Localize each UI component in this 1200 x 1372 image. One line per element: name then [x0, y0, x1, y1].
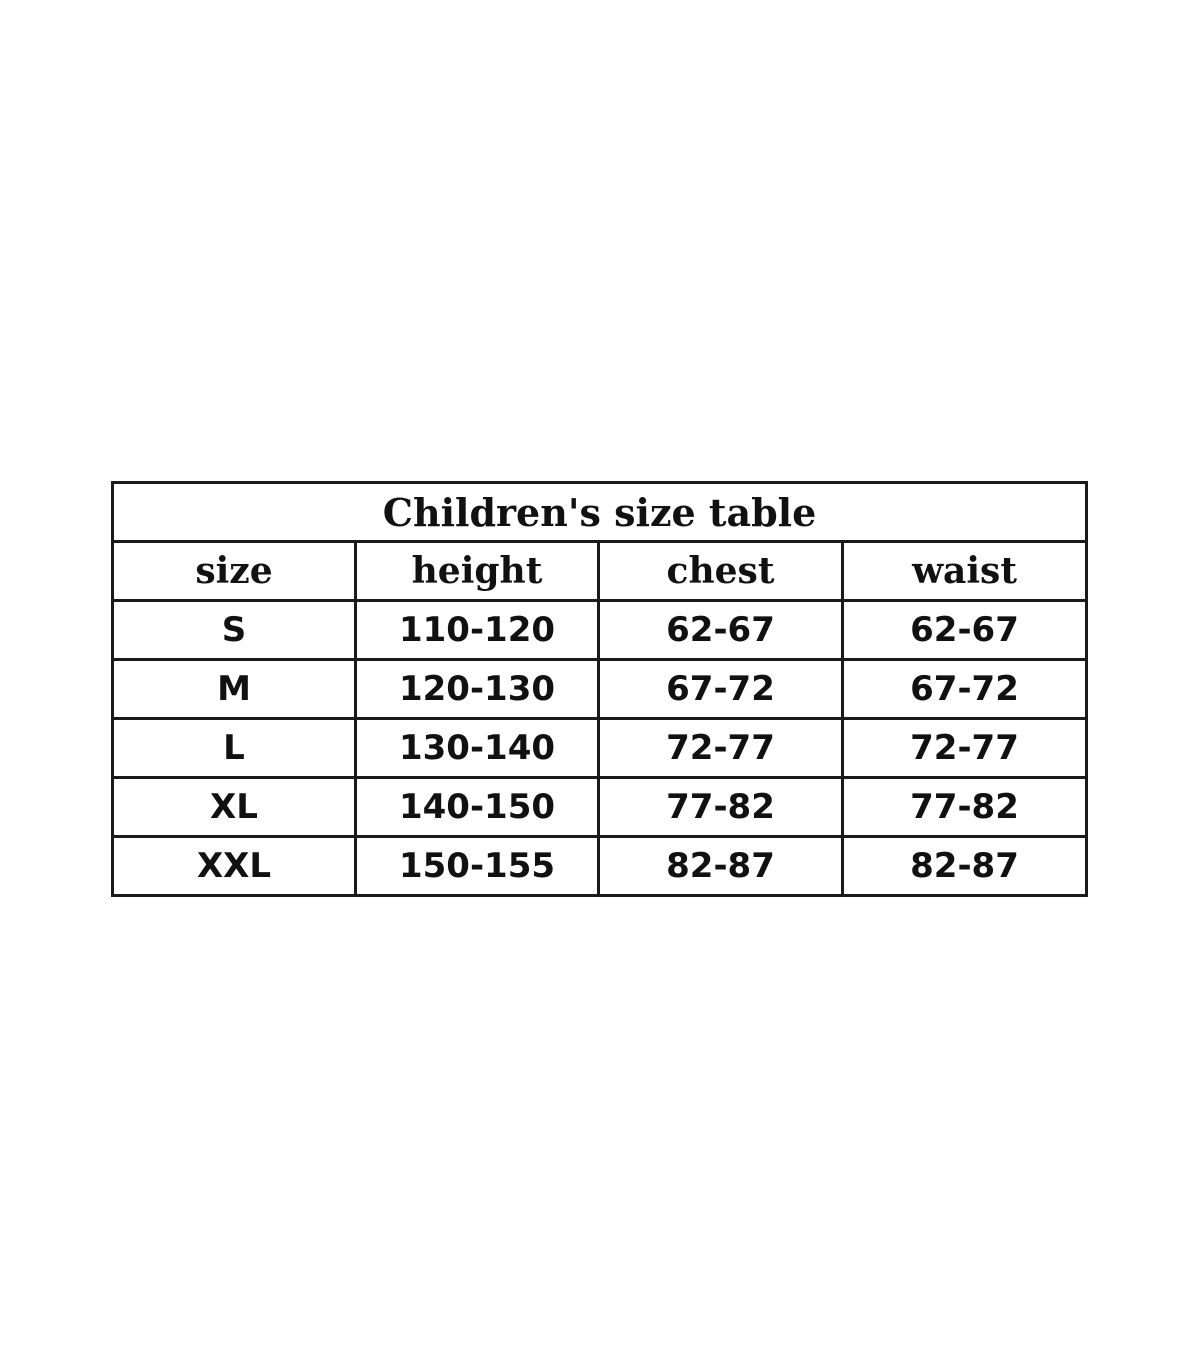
table-row: [113, 778, 1087, 837]
size-cell: M: [113, 660, 356, 719]
size-cell: XL: [113, 778, 356, 837]
chest-cell: 62-67: [599, 601, 843, 660]
table-row: [113, 837, 1087, 896]
waist-cell: 67-72: [843, 660, 1087, 719]
header-waist: waist: [843, 542, 1087, 601]
table-row: [113, 601, 1087, 660]
size-cell: L: [113, 719, 356, 778]
size-cell: S: [113, 601, 356, 660]
height-cell: 150-155: [356, 837, 599, 896]
table-row: [113, 660, 1087, 719]
chest-cell: 67-72: [599, 660, 843, 719]
height-cell: 120-130: [356, 660, 599, 719]
waist-cell: 77-82: [843, 778, 1087, 837]
size-cell: XXL: [113, 837, 356, 896]
header-height: height: [356, 542, 599, 601]
header-size: size: [113, 542, 356, 601]
chest-cell: 77-82: [599, 778, 843, 837]
waist-cell: 72-77: [843, 719, 1087, 778]
height-cell: 130-140: [356, 719, 599, 778]
chest-cell: 82-87: [599, 837, 843, 896]
waist-cell: 62-67: [843, 601, 1087, 660]
header-chest: chest: [599, 542, 843, 601]
table-title: Children's size table: [113, 483, 1087, 542]
size-table: [111, 481, 1088, 897]
height-cell: 110-120: [356, 601, 599, 660]
table-title-row: [113, 483, 1087, 542]
height-cell: 140-150: [356, 778, 599, 837]
table-row: [113, 719, 1087, 778]
waist-cell: 82-87: [843, 837, 1087, 896]
table-header-row: [113, 542, 1087, 601]
chest-cell: 72-77: [599, 719, 843, 778]
